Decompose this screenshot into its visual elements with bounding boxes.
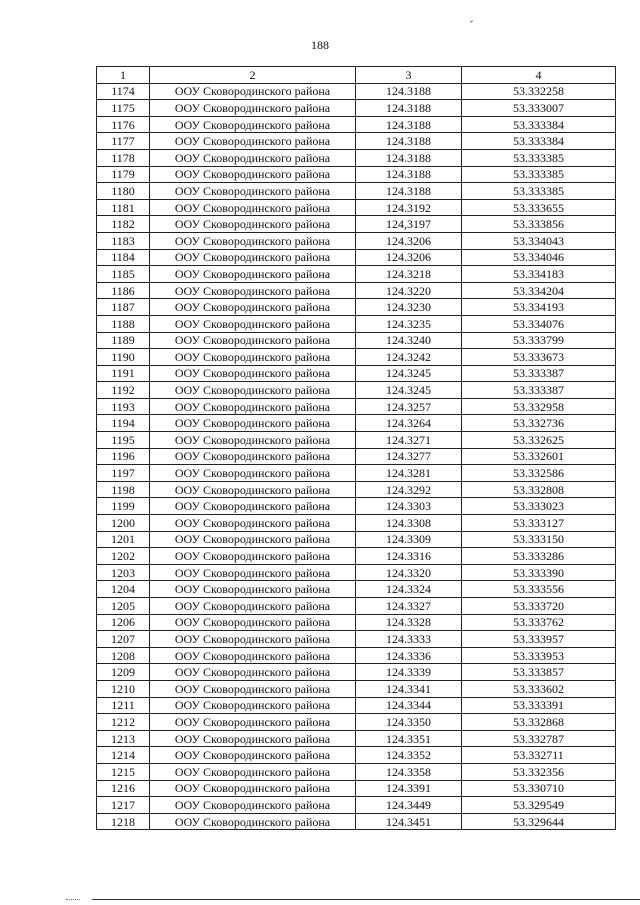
organization-name-cell: ООУ Сковородинского района bbox=[150, 83, 356, 100]
row-number-cell: 1214 bbox=[97, 747, 150, 764]
table-row bbox=[97, 199, 616, 216]
latitude-cell: 53.333385 bbox=[462, 183, 616, 200]
latitude-cell: 53.334193 bbox=[462, 299, 616, 316]
latitude-cell: 53.332601 bbox=[462, 448, 616, 465]
latitude-cell: 53.330710 bbox=[462, 780, 616, 797]
scan-edge-dots bbox=[66, 899, 80, 901]
table-row bbox=[97, 797, 616, 814]
table-row bbox=[97, 299, 616, 316]
row-number-cell: 1195 bbox=[97, 432, 150, 449]
table-row bbox=[97, 183, 616, 200]
latitude-cell: 53.334076 bbox=[462, 315, 616, 332]
latitude-cell: 53.332586 bbox=[462, 465, 616, 482]
table-row bbox=[97, 730, 616, 747]
latitude-cell: 53.333384 bbox=[462, 116, 616, 133]
longitude-cell: 124.3336 bbox=[356, 647, 462, 664]
table-row bbox=[97, 349, 616, 366]
organization-name-cell: ООУ Сковородинского района bbox=[150, 797, 356, 814]
longitude-cell: 124.3192 bbox=[356, 199, 462, 216]
longitude-cell: 124.3245 bbox=[356, 365, 462, 382]
longitude-cell: 124.3309 bbox=[356, 531, 462, 548]
row-number-cell: 1218 bbox=[97, 813, 150, 830]
latitude-cell: 53.333127 bbox=[462, 515, 616, 532]
organization-name-cell: ООУ Сковородинского района bbox=[150, 432, 356, 449]
table-row bbox=[97, 116, 616, 133]
table-row bbox=[97, 149, 616, 166]
table-row bbox=[97, 664, 616, 681]
longitude-cell: 124.3281 bbox=[356, 465, 462, 482]
latitude-cell: 53.333385 bbox=[462, 166, 616, 183]
header-col-1: 1 bbox=[97, 67, 150, 84]
table-row bbox=[97, 564, 616, 581]
latitude-cell: 53.332736 bbox=[462, 415, 616, 432]
latitude-cell: 53.332625 bbox=[462, 432, 616, 449]
latitude-cell: 53.333762 bbox=[462, 614, 616, 631]
organization-name-cell: ООУ Сковородинского района bbox=[150, 598, 356, 615]
table-row bbox=[97, 232, 616, 249]
latitude-cell: 53.334043 bbox=[462, 232, 616, 249]
row-number-cell: 1188 bbox=[97, 315, 150, 332]
table-row bbox=[97, 415, 616, 432]
organization-name-cell: ООУ Сковородинского района bbox=[150, 232, 356, 249]
table-row bbox=[97, 133, 616, 150]
longitude-cell: 124.3235 bbox=[356, 315, 462, 332]
table-row bbox=[97, 631, 616, 648]
organization-name-cell: ООУ Сковородинского района bbox=[150, 465, 356, 482]
latitude-cell: 53.332356 bbox=[462, 763, 616, 780]
organization-name-cell: ООУ Сковородинского района bbox=[150, 448, 356, 465]
organization-name-cell: ООУ Сковородинского района bbox=[150, 266, 356, 283]
row-number-cell: 1200 bbox=[97, 515, 150, 532]
row-number-cell: 1203 bbox=[97, 564, 150, 581]
longitude-cell: 124.3218 bbox=[356, 266, 462, 283]
organization-name-cell: ООУ Сковородинского района bbox=[150, 249, 356, 266]
latitude-cell: 53.333286 bbox=[462, 548, 616, 565]
table-row bbox=[97, 382, 616, 399]
organization-name-cell: ООУ Сковородинского района bbox=[150, 166, 356, 183]
row-number-cell: 1182 bbox=[97, 216, 150, 233]
table-row bbox=[97, 598, 616, 615]
longitude-cell: 124.3206 bbox=[356, 232, 462, 249]
organization-name-cell: ООУ Сковородинского района bbox=[150, 531, 356, 548]
organization-name-cell: ООУ Сковородинского района bbox=[150, 763, 356, 780]
latitude-cell: 53.333556 bbox=[462, 581, 616, 598]
row-number-cell: 1174 bbox=[97, 83, 150, 100]
table-row bbox=[97, 216, 616, 233]
organization-name-cell: ООУ Сковородинского района bbox=[150, 398, 356, 415]
row-number-cell: 1198 bbox=[97, 481, 150, 498]
organization-name-cell: ООУ Сковородинского района bbox=[150, 133, 356, 150]
latitude-cell: 53.333856 bbox=[462, 216, 616, 233]
longitude-cell: 124.3188 bbox=[356, 166, 462, 183]
longitude-cell: 124.3451 bbox=[356, 813, 462, 830]
table-row bbox=[97, 515, 616, 532]
row-number-cell: 1179 bbox=[97, 166, 150, 183]
longitude-cell: 124.3188 bbox=[356, 133, 462, 150]
row-number-cell: 1204 bbox=[97, 581, 150, 598]
table-row bbox=[97, 581, 616, 598]
latitude-cell: 53.334183 bbox=[462, 266, 616, 283]
table-row bbox=[97, 481, 616, 498]
header-col-4: 4 bbox=[462, 67, 616, 84]
table-row bbox=[97, 398, 616, 415]
organization-name-cell: ООУ Сковородинского района bbox=[150, 332, 356, 349]
latitude-cell: 53.333720 bbox=[462, 598, 616, 615]
organization-name-cell: ООУ Сковородинского района bbox=[150, 349, 356, 366]
longitude-cell: 124.3339 bbox=[356, 664, 462, 681]
latitude-cell: 53.332787 bbox=[462, 730, 616, 747]
latitude-cell: 53.333384 bbox=[462, 133, 616, 150]
longitude-cell: 124.3264 bbox=[356, 415, 462, 432]
latitude-cell: 53.333007 bbox=[462, 100, 616, 117]
row-number-cell: 1175 bbox=[97, 100, 150, 117]
latitude-cell: 53.329549 bbox=[462, 797, 616, 814]
organization-name-cell: ООУ Сковородинского района bbox=[150, 697, 356, 714]
row-number-cell: 1206 bbox=[97, 614, 150, 631]
longitude-cell: 124.3188 bbox=[356, 116, 462, 133]
organization-name-cell: ООУ Сковородинского района bbox=[150, 100, 356, 117]
row-number-cell: 1192 bbox=[97, 382, 150, 399]
row-number-cell: 1208 bbox=[97, 647, 150, 664]
table-row bbox=[97, 498, 616, 515]
organization-name-cell: ООУ Сковородинского района bbox=[150, 149, 356, 166]
row-number-cell: 1190 bbox=[97, 349, 150, 366]
organization-name-cell: ООУ Сковородинского района bbox=[150, 365, 356, 382]
table-row bbox=[97, 465, 616, 482]
longitude-cell: 124.3351 bbox=[356, 730, 462, 747]
table-row bbox=[97, 763, 616, 780]
row-number-cell: 1181 bbox=[97, 199, 150, 216]
row-number-cell: 1216 bbox=[97, 780, 150, 797]
table-row bbox=[97, 714, 616, 731]
row-number-cell: 1194 bbox=[97, 415, 150, 432]
row-number-cell: 1215 bbox=[97, 763, 150, 780]
row-number-cell: 1183 bbox=[97, 232, 150, 249]
table-header bbox=[97, 67, 616, 84]
latitude-cell: 53.332711 bbox=[462, 747, 616, 764]
row-number-cell: 1177 bbox=[97, 133, 150, 150]
organization-name-cell: ООУ Сковородинского района bbox=[150, 564, 356, 581]
latitude-cell: 53.333387 bbox=[462, 365, 616, 382]
latitude-cell: 53.332958 bbox=[462, 398, 616, 415]
longitude-cell: 124.3449 bbox=[356, 797, 462, 814]
table-body bbox=[97, 83, 616, 830]
header-col-3: 3 bbox=[356, 67, 462, 84]
header-col-2: 2 bbox=[150, 67, 356, 84]
latitude-cell: 53.333673 bbox=[462, 349, 616, 366]
longitude-cell: 124.3341 bbox=[356, 680, 462, 697]
table-row bbox=[97, 614, 616, 631]
longitude-cell: 124.3188 bbox=[356, 83, 462, 100]
row-number-cell: 1189 bbox=[97, 332, 150, 349]
row-number-cell: 1186 bbox=[97, 282, 150, 299]
row-number-cell: 1178 bbox=[97, 149, 150, 166]
longitude-cell: 124.3352 bbox=[356, 747, 462, 764]
row-number-cell: 1185 bbox=[97, 266, 150, 283]
longitude-cell: 124.3245 bbox=[356, 382, 462, 399]
latitude-cell: 53.329644 bbox=[462, 813, 616, 830]
table-row bbox=[97, 315, 616, 332]
longitude-cell: 124.3324 bbox=[356, 581, 462, 598]
row-number-cell: 1193 bbox=[97, 398, 150, 415]
organization-name-cell: ООУ Сковородинского района bbox=[150, 631, 356, 648]
longitude-cell: 124.3316 bbox=[356, 548, 462, 565]
longitude-cell: 124.3242 bbox=[356, 349, 462, 366]
organization-name-cell: ООУ Сковородинского района bbox=[150, 813, 356, 830]
page-number: 188 bbox=[311, 38, 329, 52]
latitude-cell: 53.334046 bbox=[462, 249, 616, 266]
table-row bbox=[97, 531, 616, 548]
table-row bbox=[97, 83, 616, 100]
longitude-cell: 124.3391 bbox=[356, 780, 462, 797]
table-row bbox=[97, 780, 616, 797]
table-row bbox=[97, 266, 616, 283]
latitude-cell: 53.333953 bbox=[462, 647, 616, 664]
organization-name-cell: ООУ Сковородинского района bbox=[150, 680, 356, 697]
latitude-cell: 53.333390 bbox=[462, 564, 616, 581]
organization-name-cell: ООУ Сковородинского района bbox=[150, 581, 356, 598]
coordinates-table bbox=[96, 66, 616, 830]
table-row bbox=[97, 647, 616, 664]
latitude-cell: 53.333957 bbox=[462, 631, 616, 648]
table-row bbox=[97, 432, 616, 449]
longitude-cell: 124.3188 bbox=[356, 149, 462, 166]
longitude-cell: 124.3230 bbox=[356, 299, 462, 316]
table-row bbox=[97, 166, 616, 183]
organization-name-cell: ООУ Сковородинского района bbox=[150, 199, 356, 216]
latitude-cell: 53.333655 bbox=[462, 199, 616, 216]
organization-name-cell: ООУ Сковородинского района bbox=[150, 730, 356, 747]
row-number-cell: 1197 bbox=[97, 465, 150, 482]
longitude-cell: 124.3333 bbox=[356, 631, 462, 648]
latitude-cell: 53.333150 bbox=[462, 531, 616, 548]
latitude-cell: 53.333391 bbox=[462, 697, 616, 714]
row-number-cell: 1196 bbox=[97, 448, 150, 465]
table-row bbox=[97, 332, 616, 349]
organization-name-cell: ООУ Сковородинского района bbox=[150, 714, 356, 731]
scan-edge-line bbox=[92, 899, 640, 900]
longitude-cell: 124.3292 bbox=[356, 481, 462, 498]
row-number-cell: 1180 bbox=[97, 183, 150, 200]
row-number-cell: 1217 bbox=[97, 797, 150, 814]
longitude-cell: 124.3257 bbox=[356, 398, 462, 415]
row-number-cell: 1209 bbox=[97, 664, 150, 681]
row-number-cell: 1211 bbox=[97, 697, 150, 714]
latitude-cell: 53.333602 bbox=[462, 680, 616, 697]
longitude-cell: 124.3320 bbox=[356, 564, 462, 581]
longitude-cell: 124.3303 bbox=[356, 498, 462, 515]
latitude-cell: 53.333387 bbox=[462, 382, 616, 399]
longitude-cell: 124.3327 bbox=[356, 598, 462, 615]
longitude-cell: 124.3350 bbox=[356, 714, 462, 731]
table-row bbox=[97, 813, 616, 830]
longitude-cell: 124.3188 bbox=[356, 183, 462, 200]
organization-name-cell: ООУ Сковородинского района bbox=[150, 282, 356, 299]
longitude-cell: 124.3344 bbox=[356, 697, 462, 714]
organization-name-cell: ООУ Сковородинского района bbox=[150, 299, 356, 316]
table-row bbox=[97, 747, 616, 764]
row-number-cell: 1210 bbox=[97, 680, 150, 697]
organization-name-cell: ООУ Сковородинского района bbox=[150, 747, 356, 764]
organization-name-cell: ООУ Сковородинского района bbox=[150, 315, 356, 332]
table-row bbox=[97, 548, 616, 565]
latitude-cell: 53.333023 bbox=[462, 498, 616, 515]
row-number-cell: 1184 bbox=[97, 249, 150, 266]
longitude-cell: 124.3277 bbox=[356, 448, 462, 465]
row-number-cell: 1176 bbox=[97, 116, 150, 133]
latitude-cell: 53.332808 bbox=[462, 481, 616, 498]
latitude-cell: 53.333385 bbox=[462, 149, 616, 166]
latitude-cell: 53.334204 bbox=[462, 282, 616, 299]
organization-name-cell: ООУ Сковородинского района bbox=[150, 481, 356, 498]
scan-speck bbox=[470, 20, 473, 23]
longitude-cell: 124.3240 bbox=[356, 332, 462, 349]
row-number-cell: 1201 bbox=[97, 531, 150, 548]
table-row bbox=[97, 448, 616, 465]
row-number-cell: 1202 bbox=[97, 548, 150, 565]
table-row bbox=[97, 282, 616, 299]
organization-name-cell: ООУ Сковородинского района bbox=[150, 780, 356, 797]
row-number-cell: 1187 bbox=[97, 299, 150, 316]
organization-name-cell: ООУ Сковородинского района bbox=[150, 183, 356, 200]
organization-name-cell: ООУ Сковородинского района bbox=[150, 614, 356, 631]
row-number-cell: 1205 bbox=[97, 598, 150, 615]
latitude-cell: 53.332258 bbox=[462, 83, 616, 100]
organization-name-cell: ООУ Сковородинского района bbox=[150, 116, 356, 133]
longitude-cell: 124.3206 bbox=[356, 249, 462, 266]
longitude-cell: 124.3220 bbox=[356, 282, 462, 299]
organization-name-cell: ООУ Сковородинского района bbox=[150, 515, 356, 532]
longitude-cell: 124.3358 bbox=[356, 763, 462, 780]
row-number-cell: 1212 bbox=[97, 714, 150, 731]
latitude-cell: 53.333799 bbox=[462, 332, 616, 349]
organization-name-cell: ООУ Сковородинского района bbox=[150, 647, 356, 664]
table-row bbox=[97, 100, 616, 117]
longitude-cell: 124,3197 bbox=[356, 216, 462, 233]
longitude-cell: 124.3188 bbox=[356, 100, 462, 117]
latitude-cell: 53.332868 bbox=[462, 714, 616, 731]
table-row bbox=[97, 697, 616, 714]
row-number-cell: 1191 bbox=[97, 365, 150, 382]
organization-name-cell: ООУ Сковородинского района bbox=[150, 548, 356, 565]
table-row bbox=[97, 249, 616, 266]
longitude-cell: 124.3271 bbox=[356, 432, 462, 449]
organization-name-cell: ООУ Сковородинского района bbox=[150, 216, 356, 233]
table-row bbox=[97, 680, 616, 697]
organization-name-cell: ООУ Сковородинского района bbox=[150, 415, 356, 432]
latitude-cell: 53.333857 bbox=[462, 664, 616, 681]
organization-name-cell: ООУ Сковородинского района bbox=[150, 382, 356, 399]
longitude-cell: 124.3308 bbox=[356, 515, 462, 532]
organization-name-cell: ООУ Сковородинского района bbox=[150, 498, 356, 515]
row-number-cell: 1199 bbox=[97, 498, 150, 515]
table-row bbox=[97, 365, 616, 382]
longitude-cell: 124.3328 bbox=[356, 614, 462, 631]
row-number-cell: 1207 bbox=[97, 631, 150, 648]
organization-name-cell: ООУ Сковородинского района bbox=[150, 664, 356, 681]
header-row bbox=[97, 67, 616, 84]
row-number-cell: 1213 bbox=[97, 730, 150, 747]
